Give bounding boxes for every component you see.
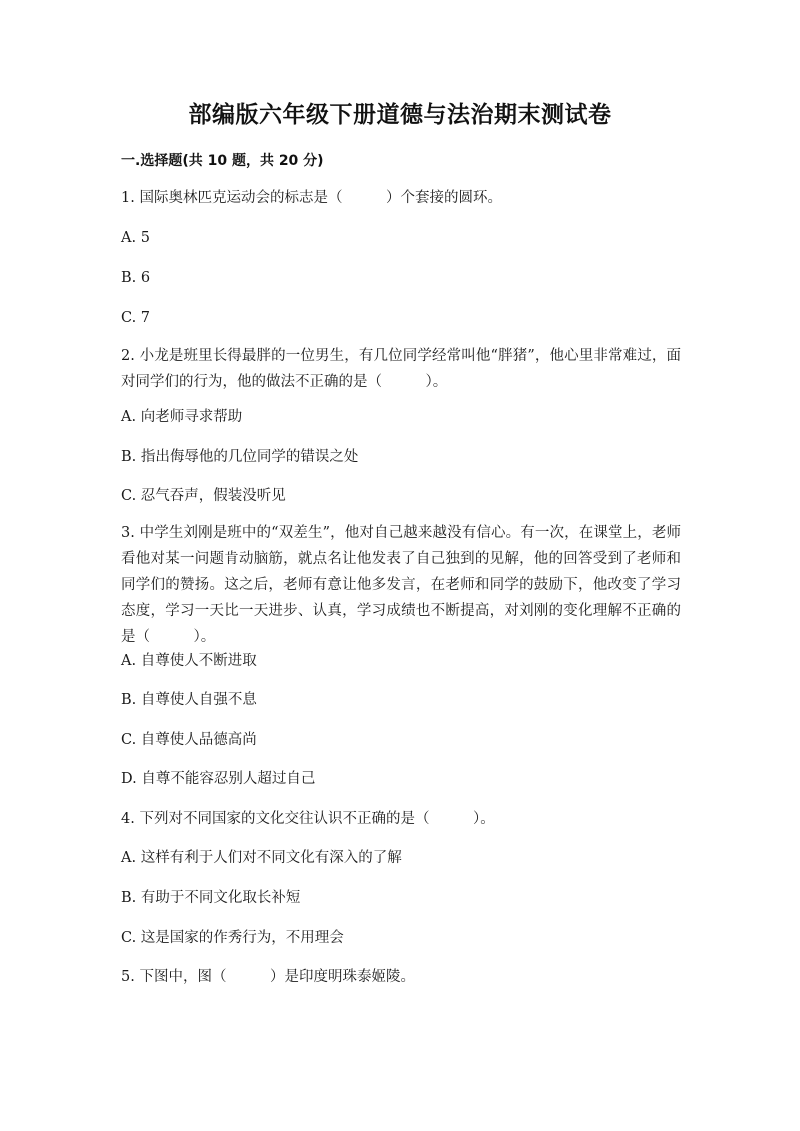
section-heading: 一.选择题(共 10 题，共 20 分): [121, 153, 324, 169]
question-3-option-c: C. 自尊使人品德高尚: [121, 732, 257, 748]
question-1-option-a: A. 5: [121, 230, 150, 246]
question-2-option-a: A. 向老师寻求帮助: [121, 409, 243, 425]
question-1-option-b: B. 6: [121, 270, 151, 286]
question-1-option-c: C. 7: [121, 310, 151, 326]
question-4-option-b: B. 有助于不同文化取长补短: [121, 890, 301, 906]
question-2-option-b: B. 指出侮辱他的几位同学的错误之处: [121, 449, 359, 465]
question-2-stem: 2. 小龙是班里长得最胖的一位男生，有几位同学经常叫他“胖猪”，他心里非常难过，面对同学们的行为，他的做法不正确的是（ ）。: [121, 348, 681, 390]
question-3-option-d: D. 自尊不能容忍别人超过自己: [121, 771, 316, 787]
question-1-stem: 1. 国际奥林匹克运动会的标志是（ ）个套接的圆环。: [121, 190, 502, 206]
question-4-stem: 4. 下列对不同国家的文化交往认识不正确的是（ ）。: [121, 811, 495, 827]
question-5-stem: 5. 下图中，图（ ）是印度明珠泰姬陵。: [121, 969, 415, 985]
question-3-option-b: B. 自尊使人自强不息: [121, 692, 257, 708]
question-2-option-c: C. 忍气吞声，假装没听见: [121, 488, 286, 504]
page-title: 部编版六年级下册道德与法治期末测试卷: [188, 102, 612, 128]
question-4-option-a: A. 这样有利于人们对不同文化有深入的了解: [121, 850, 402, 866]
question-3-stem: 3. 中学生刘刚是班中的“双差生”，他对自己越来越没有信心。有一次，在课堂上，老师看他对某一问题肯动脑筋，就点名让他发表了自己独到的见解，他的回答受到了老师和同学们的赞扬。这之后，老师有意让他多发言，在老师和同学的鼓励下，他改变了学习态度，学习一天比一天进步、认真，学习成绩也不断提高，对刘刚的变化理解不正确的是（ ）。: [121, 525, 681, 645]
question-3-option-a: A. 自尊使人不断进取: [121, 653, 257, 669]
question-4-option-c: C. 这是国家的作秀行为，不用理会: [121, 930, 344, 946]
